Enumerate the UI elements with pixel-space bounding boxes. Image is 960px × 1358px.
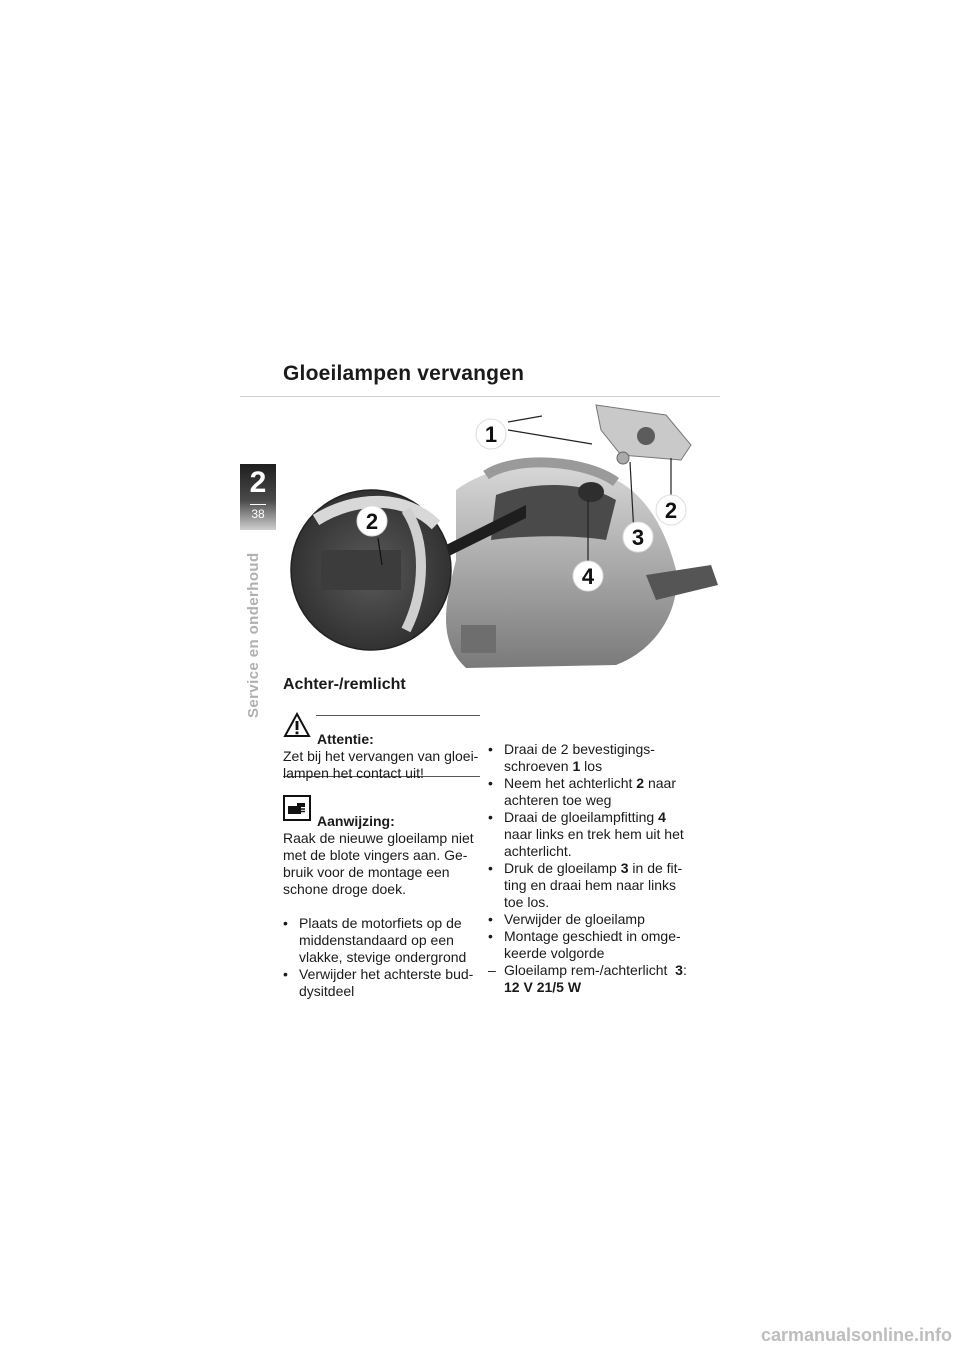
callout-2-inset-label: 2	[365, 509, 379, 534]
left-column	[283, 708, 483, 1000]
spec-text: Gloeilamp rem-/achterlicht	[504, 962, 676, 978]
list-item-line: toe los.	[504, 894, 550, 910]
side-label-text: Service en onderhoud	[245, 552, 262, 718]
list-item-line: achterlicht.	[504, 843, 572, 859]
list-item-line: • Verwijder het achterste bud-	[299, 966, 474, 982]
callout-1-label: 1	[484, 422, 498, 447]
list-item-text: Neem het achterlicht	[504, 775, 637, 791]
part-number: 3	[620, 860, 629, 876]
bulb-rating: 12 V 21/5 W	[504, 979, 582, 995]
list-item	[488, 741, 713, 775]
callout-2-inset	[357, 506, 387, 536]
list-item	[488, 911, 713, 928]
list-item-line: vlakke, stevige ondergrond	[299, 949, 467, 965]
callout-2	[656, 495, 686, 525]
right-column	[488, 741, 713, 996]
spec-line	[504, 962, 713, 979]
warning-label: Attentie:	[317, 731, 374, 747]
note-label: Aanwijzing:	[317, 813, 395, 829]
footer-watermark: carmanualsonline.info	[760, 1325, 952, 1345]
title-divider	[240, 396, 720, 397]
list-item	[488, 809, 713, 860]
spec-colon: :	[682, 962, 687, 978]
warning-line-2: lampen het contact uit!	[283, 765, 424, 781]
list-item-text: schroeven	[504, 758, 573, 774]
side-label	[233, 548, 273, 718]
list-item	[488, 928, 713, 962]
list-item	[283, 966, 483, 1000]
list-item-line	[504, 758, 713, 775]
part-number: 2	[636, 775, 645, 791]
list-item-line: • Draai de 2 bevestigings-	[504, 741, 655, 757]
list-item-line	[504, 809, 713, 826]
callout-2-label: 2	[664, 498, 678, 523]
list-item-text: naar	[644, 775, 677, 791]
spec-item	[488, 962, 713, 996]
list-item-text: Druk de gloeilamp	[504, 860, 621, 876]
note-line-2: met de blote vingers aan. Ge-	[283, 847, 468, 863]
chapter-divider	[250, 504, 266, 505]
list-item	[488, 860, 713, 911]
list-item-line	[504, 860, 713, 877]
list-item-line: achteren toe weg	[504, 792, 612, 808]
callout-1	[476, 419, 506, 449]
page-number: 38	[251, 507, 265, 521]
part-number: 4	[658, 809, 666, 825]
list-item	[283, 915, 483, 966]
callout-4-label: 4	[581, 564, 595, 589]
rear-light-illustration	[286, 400, 720, 670]
list-item-line: naar links en trek hem uit het	[504, 826, 684, 842]
list-item-line: • Plaats de motorfiets op de	[299, 915, 462, 931]
list-item	[488, 775, 713, 809]
callout-3	[623, 522, 653, 552]
callout-4	[573, 561, 603, 591]
part-number: 3	[675, 962, 683, 978]
list-item-text: in de fit-	[628, 860, 683, 876]
warning-line-1: Zet bij het vervangen van gloei-	[283, 748, 479, 764]
part-number: 1	[572, 758, 581, 774]
page-title: Gloeilampen vervangen	[283, 362, 525, 385]
section-heading: Achter-/remlicht	[283, 676, 406, 693]
note-line-3: bruik voor de montage een	[283, 864, 450, 880]
note-line-4: schone droge doek.	[283, 881, 406, 897]
list-item-line: keerde volgorde	[504, 945, 605, 961]
list-item-line: dysitdeel	[299, 983, 355, 999]
list-item-line: • Montage geschiedt in omge-	[504, 928, 681, 944]
list-item-line: middenstandaard op een	[299, 932, 454, 948]
list-item-line: • Verwijder de gloeilamp	[504, 911, 645, 927]
list-item-line	[504, 775, 713, 792]
spec-value	[504, 979, 713, 996]
callout-3-label: 3	[631, 525, 645, 550]
chapter-number: 2	[249, 466, 267, 499]
note-line-1: Raak de nieuwe gloeilamp niet	[283, 830, 474, 846]
list-item-text: Draai de gloeilampfitting	[504, 809, 659, 825]
list-item-line: ting en draai hem naar links	[504, 877, 676, 893]
list-item-text: los	[580, 758, 603, 774]
